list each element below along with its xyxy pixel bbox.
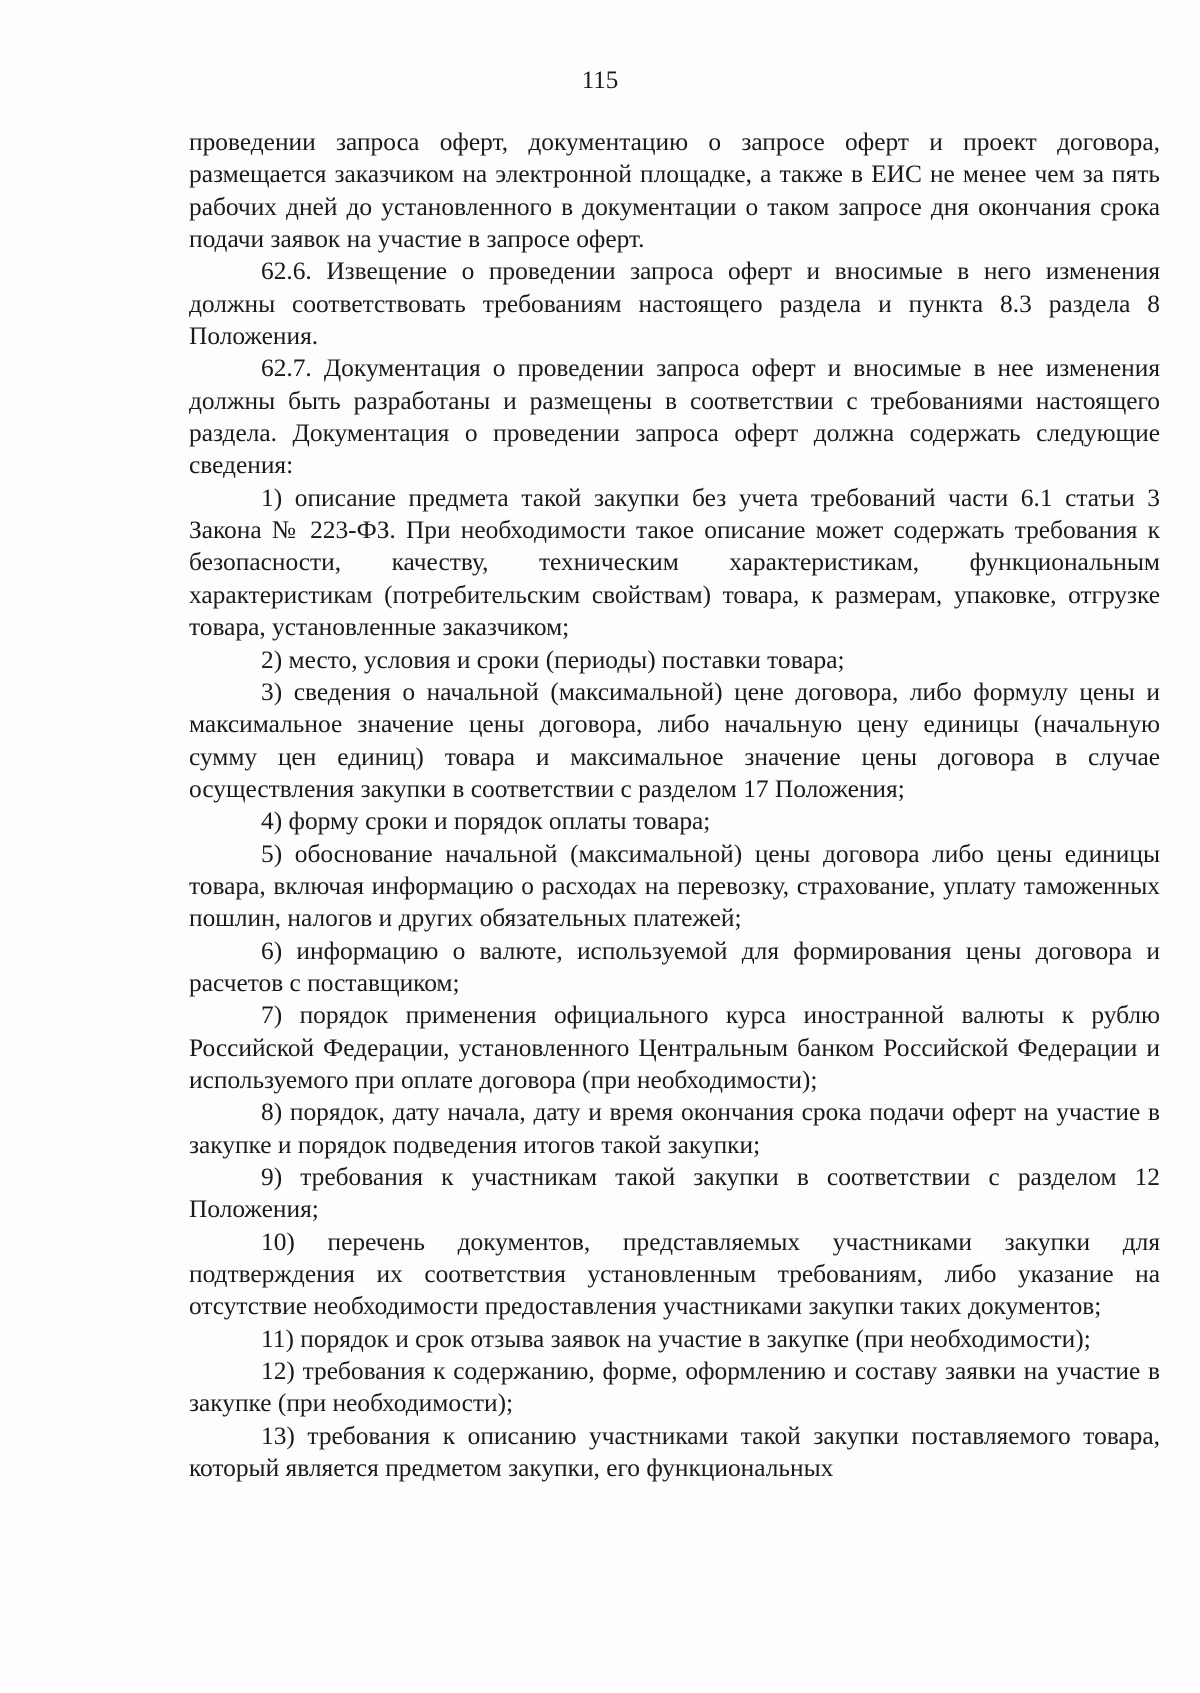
list-item-1: 1) описание предмета такой закупки без учета требований части 6.1 статьи 3 Закона № 223-ФЗ. При необходимости такое описание может содержать требования к безопасности, качеству, техническим характеристикам, функциональным характеристикам (потребительским свойствам) товара, к размерам, упаковке, отгрузке товара, установленные заказчиком; [189,483,1160,642]
list-item-9: 9) требования к участникам такой закупки в соответствии с разделом 12 Положения; [189,1163,1160,1224]
list-item-12: 12) требования к содержанию, форме, оформлению и составу заявки на участие в закупке (при необходимости); [189,1357,1160,1418]
paragraph-62-7: 62.7. Документация о проведении запроса оферт и вносимые в нее изменения должны быть разработаны и размещены в соответствии с требованиями настоящего раздела. Документация о проведении запроса оферт должна содержать следующие сведения: [189,354,1160,480]
list-item-7: 7) порядок применения официального курса иностранной валюты к рублю Российской Федерации, установленного Центральным банком Российской Федерации и используемого при оплате договора (при необходимости); [189,1001,1160,1094]
paragraph-continuation: проведении запроса оферт, документацию о запросе оферт и проект договора, размещается заказчиком на электронной площадке, а также в ЕИС не менее чем за пять рабочих дней до установленного в документации о таком запросе дня окончания срока подачи заявок на участие в запросе оферт. [189,128,1160,254]
list-item-5: 5) обоснование начальной (максимальной) цены договора либо цены единицы товара, включая информацию о расходах на перевозку, страхование, уплату таможенных пошлин, налогов и других обязательных платежей; [189,839,1160,933]
list-item-4: 4) форму сроки и порядок оплаты товара; [261,807,711,836]
document-body [189,126,1160,1484]
list-item-11: 11) порядок и срок отзыва заявок на участие в закупке (при необходимости); [261,1324,1091,1353]
page-number: 115 [581,67,619,94]
list-item-2: 2) место, условия и сроки (периоды) поставки товара; [261,645,845,674]
list-item-13: 13) требования к описанию участниками такой закупки поставляемого товара, который является предметом закупки, его функциональных [189,1421,1160,1483]
list-item-6: 6) информацию о валюте, используемой для формирования цены договора и расчетов с поставщиком; [189,936,1160,997]
list-item-3: 3) сведения о начальной (максимальной) цене договора, либо формулу цены и максимальное значение цены договора, либо начальную цену единицы (начальную сумму цен единиц) товара и максимальное значение цены договора в случае осуществления закупки в соответствии с разделом 17 Положения; [189,677,1160,803]
paragraph-62-6: 62.6. Извещение о проведении запроса оферт и вносимые в него изменения должны соответствовать требованиям настоящего раздела и пункта 8.3 раздела 8 Положения. [189,257,1160,351]
list-item-10: 10) перечень документов, представляемых участниками закупки для подтверждения их соответствия установленным требованиям, либо указание на отсутствие необходимости предоставления участниками закупки таких документов; [189,1227,1160,1321]
list-item-8: 8) порядок, дату начала, дату и время окончания срока подачи оферт на участие в закупке и порядок подведения итогов такой закупки; [189,1098,1160,1159]
